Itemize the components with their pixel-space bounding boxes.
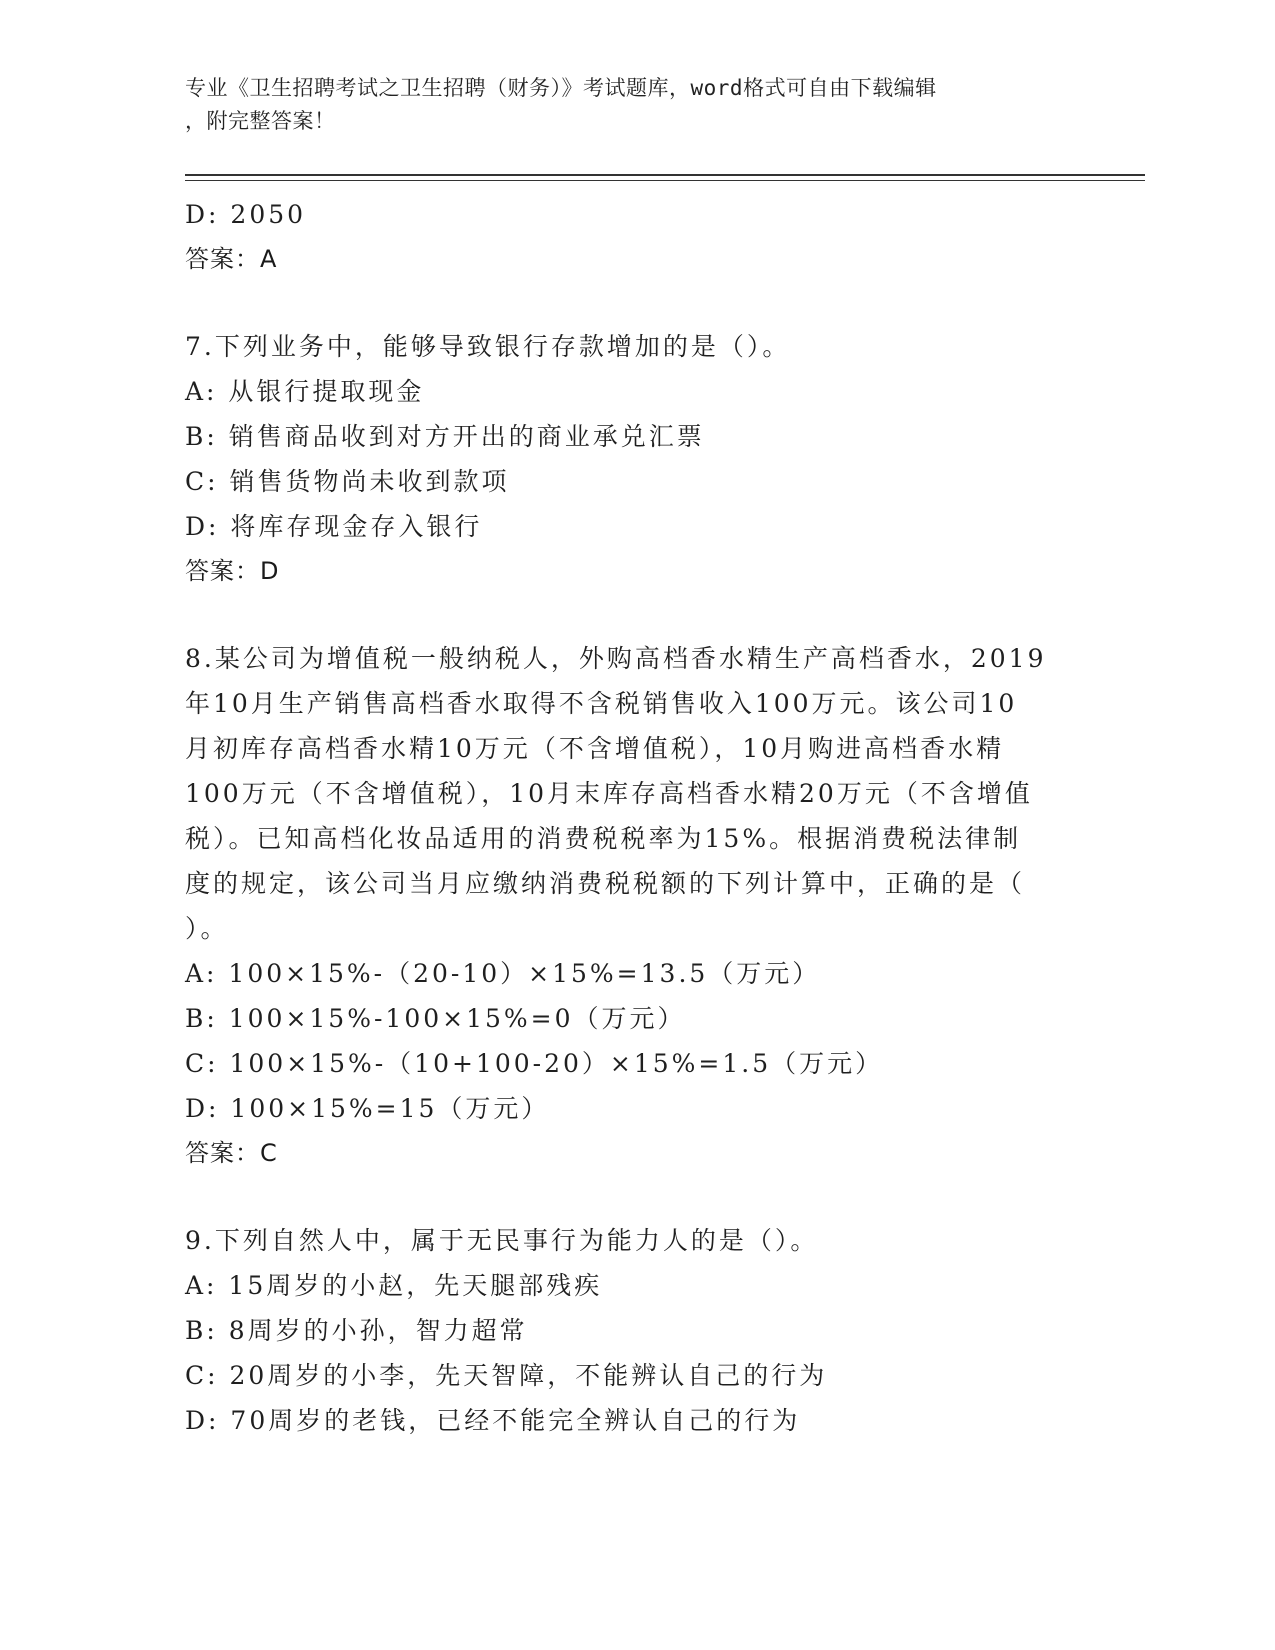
option-c: C: 100×15%-（10+100-20）×15%=1.5（万元）	[185, 1049, 884, 1078]
question-7	[185, 324, 1085, 594]
spacer	[185, 1176, 1085, 1218]
spacer	[185, 282, 1085, 324]
option-b: B: 100×15%-100×15%=0（万元）	[185, 1004, 686, 1033]
question-9	[185, 1218, 1085, 1443]
header-divider-thin	[185, 180, 1145, 181]
option-a: A: 100×15%-（20-10）×15%=13.5（万元）	[185, 959, 821, 988]
answer-line: 答案：D	[185, 557, 280, 585]
header-title-line-2: ，附完整答案！	[185, 109, 336, 133]
question-stem-line: 年10月生产销售高档香水取得不含税销售收入100万元。该公司10	[185, 689, 1018, 718]
question-stem-line: 8.某公司为增值税一般纳税人，外购高档香水精生产高档香水，2019	[185, 644, 1047, 673]
header-divider-thick	[185, 174, 1145, 176]
option-a: A: 从银行提取现金	[185, 377, 425, 406]
question-stem-line: 100万元（不含增值税），10月末库存高档香水精20万元（不含增值	[185, 779, 1033, 808]
option-a: A: 15周岁的小赵，先天腿部残疾	[185, 1271, 603, 1300]
option-c: C: 20周岁的小李，先天智障，不能辨认自己的行为	[185, 1361, 828, 1390]
previous-question-tail	[185, 192, 1085, 282]
question-stem-line: 月初库存高档香水精10万元（不含增值税），10月购进高档香水精	[185, 734, 1005, 763]
option-d: D: 70周岁的老钱，已经不能完全辨认自己的行为	[185, 1406, 801, 1435]
header-title-line-1: 专业《卫生招聘考试之卫生招聘（财务）》考试题库，word格式可自由下载编辑	[185, 76, 937, 100]
option-d: D: 2050	[185, 200, 307, 229]
option-b: B: 销售商品收到对方开出的商业承兑汇票	[185, 422, 705, 451]
question-stem: 7.下列业务中，能够导致银行存款增加的是（）。	[185, 332, 791, 361]
page-header	[185, 72, 1085, 138]
answer-line: 答案：A	[185, 245, 278, 273]
option-d: D: 100×15%=15（万元）	[185, 1094, 550, 1123]
question-stem-line: ）。	[185, 914, 229, 943]
option-c: C: 销售货物尚未收到款项	[185, 467, 510, 496]
option-b: B: 8周岁的小孙，智力超常	[185, 1316, 528, 1345]
document-body	[185, 192, 1085, 1443]
question-stem-line: 度的规定，该公司当月应缴纳消费税税额的下列计算中，正确的是（	[185, 869, 1026, 898]
option-d: D: 将库存现金存入银行	[185, 512, 483, 541]
spacer	[185, 594, 1085, 636]
question-stem-line: 税）。已知高档化妆品适用的消费税税率为15%。根据消费税法律制	[185, 824, 1022, 853]
answer-line: 答案：C	[185, 1139, 278, 1167]
question-stem: 9.下列自然人中，属于无民事行为能力人的是（）。	[185, 1226, 819, 1255]
question-8	[185, 636, 1085, 1176]
